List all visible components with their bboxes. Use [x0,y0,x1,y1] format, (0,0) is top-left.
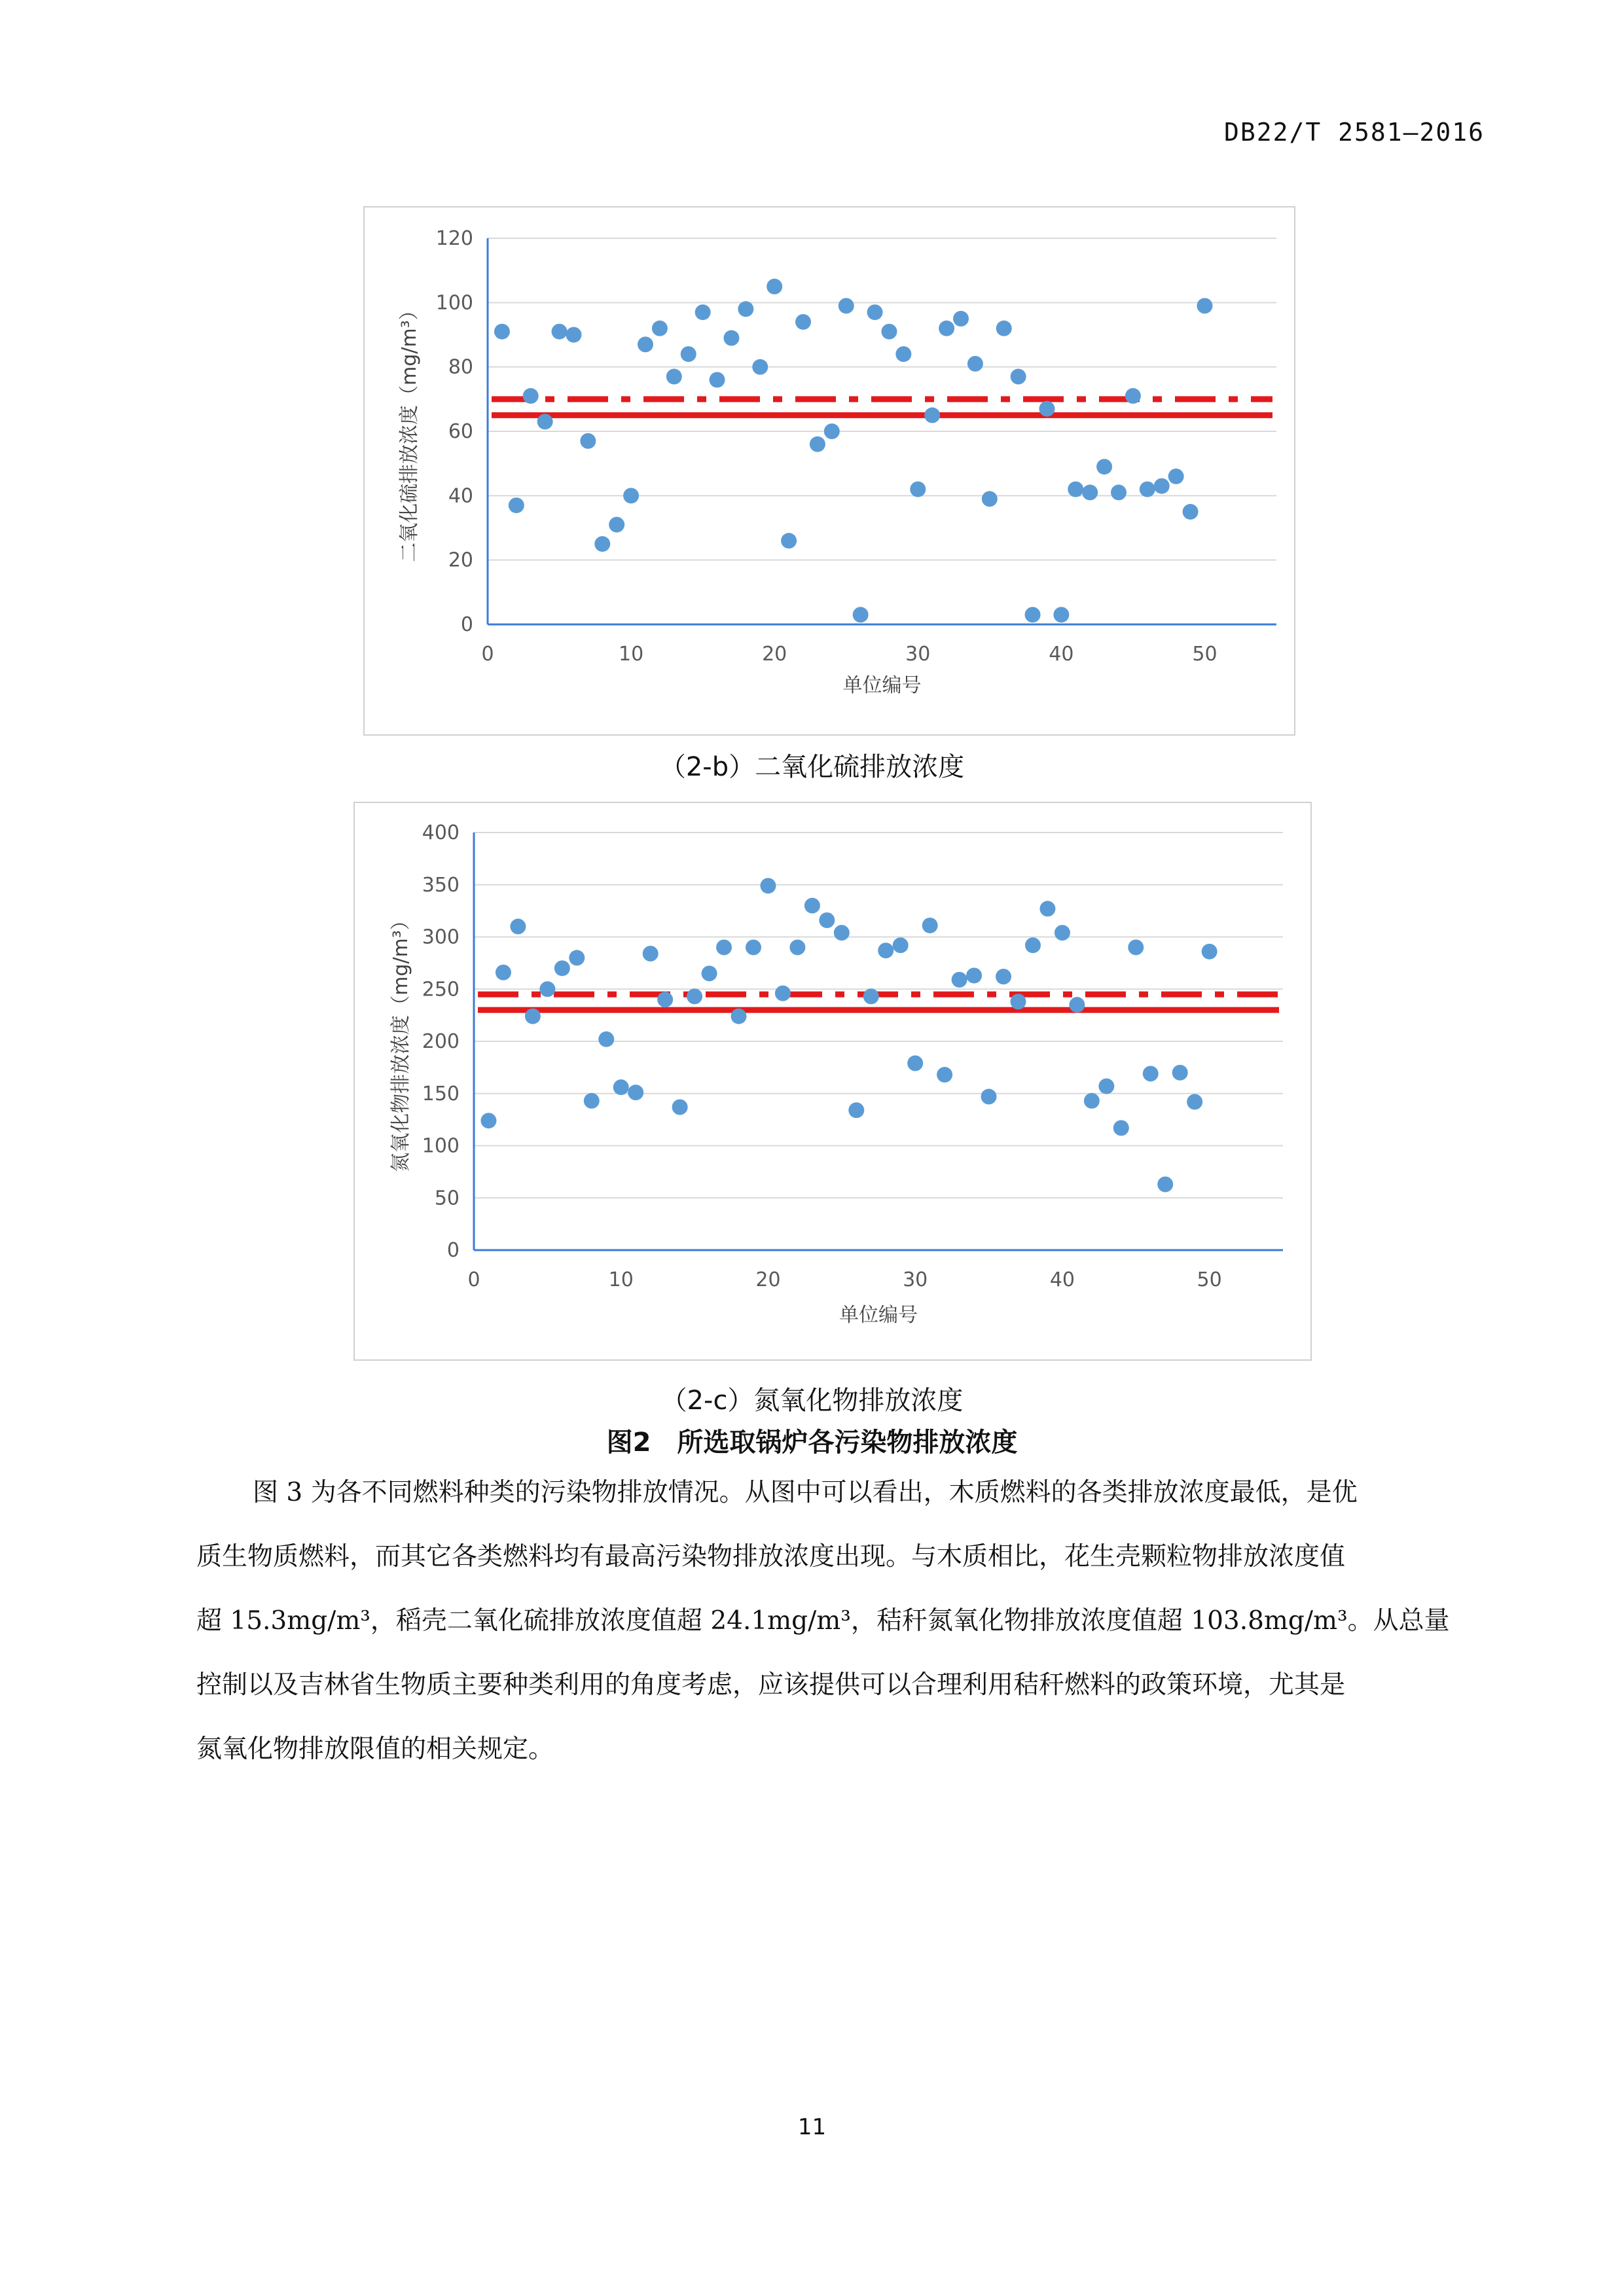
y-tick-label: 150 [422,1082,460,1105]
body-paragraph [196,1461,1466,1782]
data-point [924,407,940,423]
x-tick-label: 10 [618,643,644,666]
data-point [598,1031,614,1047]
data-point [480,1113,496,1128]
data-point [752,359,768,375]
x-tick-label: 0 [481,643,494,666]
data-point [1183,504,1199,520]
data-point [1140,482,1155,497]
data-point [981,1089,997,1105]
data-point [853,607,869,622]
data-point [584,1093,600,1109]
data-point [893,937,909,953]
data-point [760,878,776,893]
document-code: DB22/T 2581—2016 [1224,118,1485,147]
y-tick-label: 250 [422,978,460,1001]
data-point [1125,388,1141,404]
x-tick-label: 10 [608,1268,634,1291]
data-point [848,1102,864,1118]
data-point [695,304,711,320]
data-point [1025,937,1041,953]
data-point [613,1079,629,1095]
data-point [839,298,854,314]
data-point [672,1099,688,1115]
data-point [953,311,969,327]
data-point [716,939,732,955]
data-point [1202,944,1218,960]
x-tick-label: 0 [467,1268,480,1291]
so2-chart-svg [365,207,1294,734]
data-point [1082,484,1098,500]
data-point [609,517,624,533]
data-point [1157,1177,1173,1193]
data-point [937,1067,952,1083]
data-point [1172,1065,1188,1081]
data-point [580,433,596,449]
data-point [554,960,570,976]
data-point [1069,997,1085,1013]
data-point [939,321,954,336]
data-point [509,497,524,513]
data-point [681,346,696,362]
data-point [494,324,510,340]
data-point [863,988,879,1004]
data-point [623,488,639,503]
data-point [781,533,797,548]
x-tick-label: 40 [1049,1268,1075,1291]
paragraph-line-text: 图 3 为各不同燃料种类的污染物排放情况。从图中可以看出，木质燃料的各类排放浓度最低，是优 [253,1478,1358,1507]
data-point [1111,484,1127,500]
y-tick-label: 120 [435,227,473,250]
data-point [1143,1066,1159,1081]
data-point [1098,1079,1114,1094]
y-tick-label: 400 [422,821,460,844]
data-point [922,918,938,933]
subcaption-2c: （2-c）氮氧化物排放浓度 [660,1386,964,1416]
data-point [594,536,610,552]
data-point [1187,1094,1202,1110]
data-point [1154,478,1170,494]
data-point [789,939,805,955]
nox-chart [353,802,1312,1361]
data-point [867,304,883,320]
y-tick-label: 100 [422,1134,460,1158]
data-point [767,279,782,295]
data-point [907,1055,923,1071]
x-tick-label: 20 [762,643,787,666]
data-point [1068,482,1083,497]
data-point [723,330,739,346]
data-point [834,925,850,941]
paragraph-line: 质生物质燃料，而其它各类燃料均有最高污染物排放浓度出现。与木质相比，花生壳颗粒物排放浓度值 [196,1542,1346,1571]
data-point [1011,368,1026,384]
data-point [895,346,911,362]
x-tick-label: 50 [1192,643,1218,666]
data-point [657,992,673,1007]
paragraph-line [196,1461,1466,1525]
data-point [746,939,761,955]
data-point [510,919,526,935]
data-point [566,327,581,343]
data-point [982,491,998,507]
data-point [710,372,725,387]
paragraph-line: 超 15.3mg/m³，稻壳二氧化硫排放浓度值超 24.1mg/m³，秸秆氮氧化物排放浓度值超 103.8mg/m³。从总量 [196,1606,1450,1636]
x-tick-label: 30 [905,643,931,666]
data-point [569,950,585,965]
y-tick-label: 100 [435,291,473,315]
data-point [1168,469,1184,484]
data-point [539,981,555,997]
paragraph-line: 控制以及吉林省生物质主要种类利用的角度考虑，应该提供可以合理利用秸秆燃料的政策环境，尤其是 [196,1670,1346,1700]
y-tick-label: 300 [422,925,460,949]
data-point [819,912,835,928]
nox-chart-svg [355,803,1310,1359]
y-tick-label: 200 [422,1030,460,1053]
data-point [952,972,967,988]
y-axis-title: 氮氧化物排放浓度（mg/m³） [389,910,412,1172]
subcaption-2b: （2-b）二氧化硫排放浓度 [659,752,965,782]
data-point [996,969,1011,984]
data-point [1197,298,1212,314]
data-point [525,1009,541,1024]
data-point [775,986,791,1001]
data-point [731,1009,747,1024]
data-point [996,321,1012,336]
data-point [496,965,511,980]
x-tick-label: 30 [903,1268,928,1291]
data-point [1010,994,1026,1009]
data-point [795,314,811,330]
y-tick-label: 0 [446,1239,460,1262]
data-point [552,324,568,340]
data-point [537,414,553,429]
data-point [628,1085,643,1100]
y-tick-label: 80 [448,355,473,379]
data-point [687,988,702,1004]
data-point [1055,925,1070,941]
data-point [523,388,539,404]
y-tick-label: 40 [448,484,473,508]
x-tick-label: 40 [1049,643,1074,666]
data-point [643,946,659,961]
data-point [1096,459,1112,475]
data-point [1039,401,1055,417]
x-axis-title: 单位编号 [842,674,922,697]
data-point [910,482,926,497]
data-point [1113,1120,1129,1136]
data-point [702,965,717,981]
data-point [1039,901,1055,916]
x-axis-title: 单位编号 [839,1304,918,1327]
data-point [967,356,983,372]
data-point [652,321,668,336]
y-tick-label: 50 [434,1187,460,1210]
paragraph-line: 氮氧化物排放限值的相关规定。 [196,1734,554,1764]
x-tick-label: 50 [1197,1268,1222,1291]
y-tick-label: 20 [448,548,473,572]
y-tick-label: 350 [422,873,460,897]
data-point [881,324,897,340]
page-number: 11 [797,2114,827,2140]
y-tick-label: 0 [460,613,473,636]
data-point [1053,607,1069,622]
so2-chart [363,206,1295,736]
data-point [1128,939,1144,955]
figure-caption: 图2 所选取锅炉各污染物排放浓度 [606,1427,1018,1458]
data-point [666,368,682,384]
data-point [804,898,820,914]
x-tick-label: 20 [755,1268,781,1291]
data-point [878,942,893,958]
data-point [810,437,825,452]
data-point [824,423,840,439]
y-axis-title: 二氧化硫排放浓度（mg/m³） [398,300,421,562]
data-point [1025,607,1041,622]
data-point [738,301,753,317]
data-point [638,336,653,352]
data-point [966,968,982,984]
data-point [1084,1093,1100,1109]
y-tick-label: 60 [448,420,473,443]
